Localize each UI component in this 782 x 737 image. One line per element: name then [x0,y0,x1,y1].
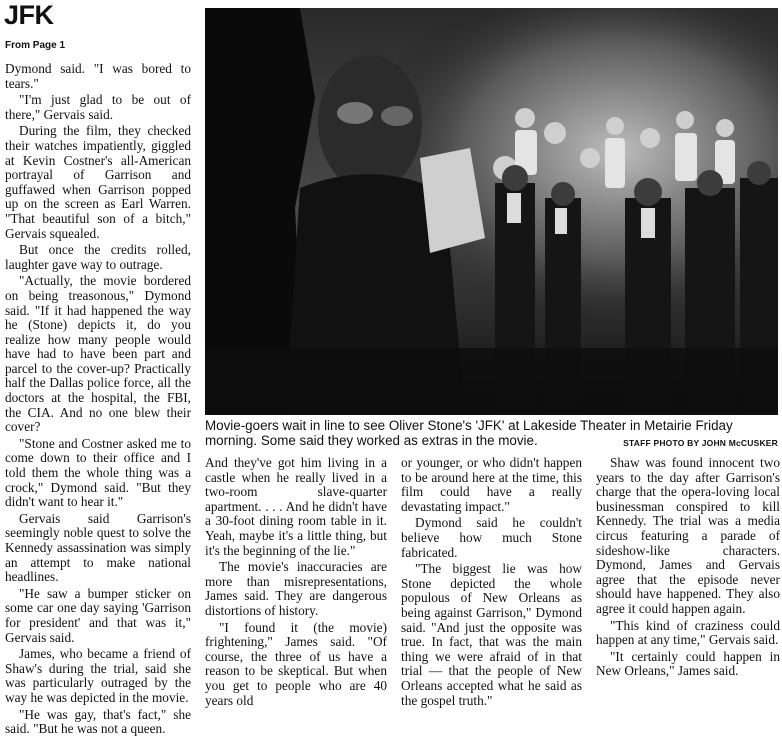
article-paragraph: The movie's inaccuracies are more than misrepresentations, James said. They are dangerous distortions of history. [205,559,387,618]
article-paragraph: And they've got him living in a castle when he really lived in a two-room slave-quarter apartment. . . . And he didn't have a 30-foot dining room table in it. Yeah, maybe it's a little thing, but it's the beginning of the lie." [205,455,387,558]
article-paragraph: "It certainly could happen in New Orleans," James said. [596,648,780,679]
article-paragraph: "Stone and Costner asked me to come down to their office and I told them the whole thing was a crock," Dymond said. "But they didn't want to hear it." [5,435,191,510]
article-paragraph: "I found it (the movie) frightening," James said. "Of course, the three of us have a reason to be skeptical. But when you get to people who are 40 years old [205,619,387,708]
article-column-4 [596,456,780,681]
article-column-1 [5,61,191,737]
article-paragraph: Dymond said. "I was bored to tears." [5,61,191,91]
article-paragraph: Gervais said Garrison's seemingly noble quest to solve the Kennedy assassination was simply an attempt to make national headlines. [5,510,191,585]
article-paragraph: Shaw was found innocent two years to the day after Garrison's charge that the opera-loving local businessman conspired to kill Kennedy. The trial was a media circus featuring a parade of sideshow-like characters. Dymond, James and Gervais agree that the episode never should have happened. They also agree it could happen again. [596,455,780,616]
article-column-3 [401,456,582,710]
article-paragraph: or younger, or who didn't happen to be around here at the time, this film could have a really devastating impact." [401,455,582,514]
news-photo [205,8,778,415]
article-column-2 [205,456,387,710]
article-paragraph: "This kind of craziness could happen at any time," Gervais said. [596,617,780,648]
crowd-photo-illustration [205,8,778,415]
article-paragraph: "He saw a bumper sticker on some car one day saying 'Garrison for president' and that was it," Gervais said. [5,585,191,645]
article-paragraph: "He was gay, that's fact," she said. "But he was not a queen. [5,706,191,737]
article-paragraph: But once the credits rolled, laughter gave way to outrage. [5,242,191,272]
article-paragraph: Dymond said he couldn't believe how much Stone fabricated. [401,515,582,560]
article-paragraph: "The biggest lie was how Stone depicted the whole populous of New Orleans as being against Garrison," Dymond said. "And just the opposite was true. In fact, that was the main thing we were afraid of in that trial — that the people of New Orleans accepted what he said as the gospel truth." [401,561,582,708]
jump-line: From Page 1 [5,40,66,51]
headline: JFK [4,0,54,30]
article-paragraph: "Actually, the movie bordered on being treasonous," Dymond said. "If it had happened the way he (Stone) depicts it, do you realize how many people would have had to have been part and parcel to the cover-up? Practically half the Dallas police force, all the doctors at the hospital, the FBI, the CIA. And no one blew their cover? [5,273,191,435]
photo-caption: Movie-goers wait in line to see Oliver Stone's 'JFK' at Lakeside Theater in Metairie Friday morning. Some said they worked as extras in the movie. [205,418,733,448]
article-paragraph: "I'm just glad to be out of there," Gervais said. [5,92,191,122]
article-paragraph: During the film, they checked their watches impatiently, giggled at Kevin Costner's all-American portrayal of Garrison and guffawed when Garrison popped up on the screen as Earl Warren. "That beautiful son of a bitch," Gervais squealed. [5,123,191,241]
photo-credit: STAFF PHOTO BY JOHN McCUSKER [623,438,778,448]
article-paragraph: James, who became a friend of Shaw's during the trial, said she was particularly outraged by the way he was depicted in the movie. [5,646,191,705]
